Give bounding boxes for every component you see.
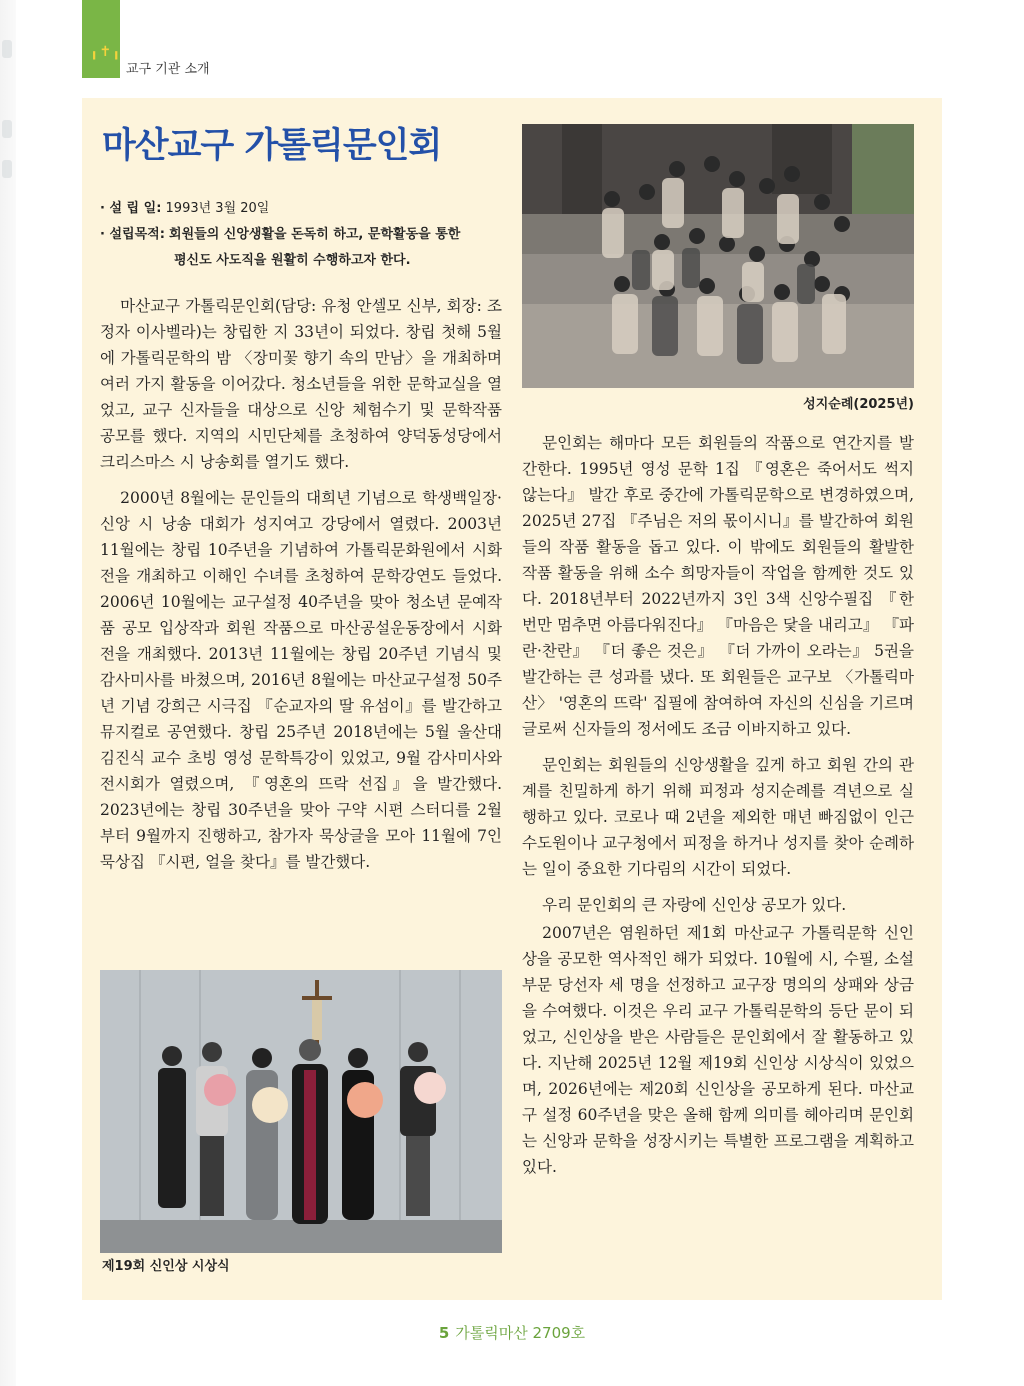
candle-icon: ╻✝╻ bbox=[90, 44, 122, 60]
paragraph: 마산교구 가톨릭문인회(담당: 유청 안셀모 신부, 회장: 조정자 이사벨라)는 창립한 지 33년이 되었다. 창립 첫해 5월에 가톨릭문학의 밤 〈장미꽃 향기 속의 만남〉을 개최하며 여러 가지 활동을 이어갔다. 청소년들을 위한 문학교실을 열었고, 교구 신자들을 대상으로 신앙 체험수기 및 문학작품 공모를 했다. 지역의 시민단체를 초청하여 양덕동성당에서 크리스마스 시 낭송회를 열기도 했다. bbox=[100, 297, 502, 471]
photo-caption-top: 성지순례(2025년) bbox=[803, 397, 914, 412]
page-footer bbox=[0, 1322, 1024, 1343]
paragraph: 2007년은 염원하던 제1회 마산교구 가톨릭문학 신인상을 공모한 역사적인 해가 되었다. 10월에 시, 수필, 소설 부문 당선자 세 명을 선정하고 교구장 명의의 상패와 상금을 수여했다. 이것은 우리 교구 가톨릭문학의 등단 문이 되었고, 신인상을 받은 사람들은 문인회에서 잘 활동하고 있다. 지난해 2025년 12월 제19회 신인상 시상식이 있었으며, 2026년에는 제20회 신인상을 공모하게 된다. 마산교구 설정 60주년을 맞은 올해 함께 의미를 헤아리며 문인회는 신앙과 문학을 성장시키는 특별한 프로그램을 계획하고 있다. bbox=[522, 924, 914, 1176]
photo-caption-bottom: 제19회 신인상 시상식 bbox=[102, 1259, 230, 1274]
article-column-left bbox=[100, 293, 502, 885]
meta-key: · 설립목적: bbox=[100, 227, 165, 242]
photo-illustration bbox=[522, 124, 914, 388]
meta-value: 1993년 3월 20일 bbox=[165, 201, 270, 216]
article-column-right bbox=[522, 430, 914, 1190]
section-underline bbox=[82, 76, 120, 78]
award-ceremony-photo bbox=[100, 970, 502, 1253]
article-meta bbox=[100, 196, 502, 274]
paragraph: 문인회는 해마다 모든 회원들의 작품으로 연간지를 발간한다. 1995년 영성 문학 1집 『영혼은 죽어서도 썩지 않는다』 발간 후로 중간에 가톨릭문학으로 변경하였으며, 2025년 27집 『주님은 저의 몫이시니』를 발간하여 회원들의 작품 활동을 돕고 있다. 이 밖에도 회원들의 활발한 작품 활동을 위해 소수 희망자들이 작업을 함께한 것도 있다. 2018년부터 2022년까지 3인 3색 신앙수필집 『한 번만 멈추면 아름다워진다』 『마음은 닻을 내리고』 『파란·찬란』 『더 좋은 것은』 『더 가까이 오라는』 5권을 발간하는 큰 성과를 냈다. 또 회원들은 교구보 〈가톨릭마산〉 '영혼의 뜨락' 집필에 참여하여 자신의 신심을 기르며 글로써 신자들의 정서에도 조금 이바지하고 있다. bbox=[522, 434, 914, 738]
paragraph: 우리 문인회의 큰 자랑에 신인상 공모가 있다. bbox=[542, 896, 847, 914]
article-title: 마산교구 가톨릭문인회 bbox=[102, 126, 442, 166]
meta-founded bbox=[100, 196, 502, 222]
paragraph: 2000년 8월에는 문인들의 대희년 기념으로 학생백일장·신앙 시 낭송 대회가 성지여고 강당에서 열렸다. 2003년 11월에는 창립 10주년을 기념하여 가톨릭문화원에서 시화전을 개최하고 이해인 수녀를 초청하여 문학강연도 들었다. 2006년 10월에는 교구설정 40주년을 맞아 청소년 문예작품 공모 입상작과 회원 작품으로 마산공설운동장에서 시화전을 개최했다. 2013년 11월에는 창립 20주년 기념식 및 감사미사를 바쳤으며, 2016년 8월에는 마산교구설정 50주년 기념 강희근 시극집 『순교자의 딸 유섬이』를 발간하고 뮤지컬로 공연했다. 창립 25주년 2018년에는 5월 울산대 김진식 교수 초빙 영성 문학특강이 있었고, 9월 감사미사와 전시회가 열렸으며, 『영혼의 뜨락 선집』을 발간했다. 2023년에는 창립 30주년을 맞아 구약 시편 스터디를 2월부터 9월까지 진행하고, 참가자 묵상글을 모아 11월에 7인 묵상집 『시편, 얼을 찾다』를 발간했다. bbox=[100, 489, 502, 871]
meta-purpose bbox=[100, 222, 502, 248]
pilgrimage-group-photo bbox=[522, 124, 914, 388]
left-edge-strip bbox=[0, 0, 16, 1386]
photo-illustration bbox=[100, 970, 502, 1253]
section-label: 교구 기관 소개 bbox=[126, 62, 210, 77]
section-tab bbox=[82, 0, 120, 76]
page-number: 5 bbox=[438, 1324, 450, 1342]
meta-value: 회원들의 신앙생활을 돈독히 하고, 문학활동을 통한 bbox=[169, 227, 461, 242]
meta-value-cont: 평신도 사도직을 원활히 수행하고자 한다. bbox=[174, 253, 411, 268]
publication-name: 가톨릭마산 2709호 bbox=[455, 1324, 586, 1342]
paragraph: 문인회는 회원들의 신앙생활을 깊게 하고 회원 간의 관계를 친밀하게 하기 위해 피정과 성지순례를 격년으로 실행하고 있다. 코로나 때 2년을 제외한 매년 빠짐없이 인근 수도원이나 교구청에서 피정을 하거나 성지를 찾아 순례하는 일이 중요한 기다림의 시간이 되었다. bbox=[522, 756, 914, 878]
meta-key: · 설 립 일: bbox=[100, 201, 162, 216]
